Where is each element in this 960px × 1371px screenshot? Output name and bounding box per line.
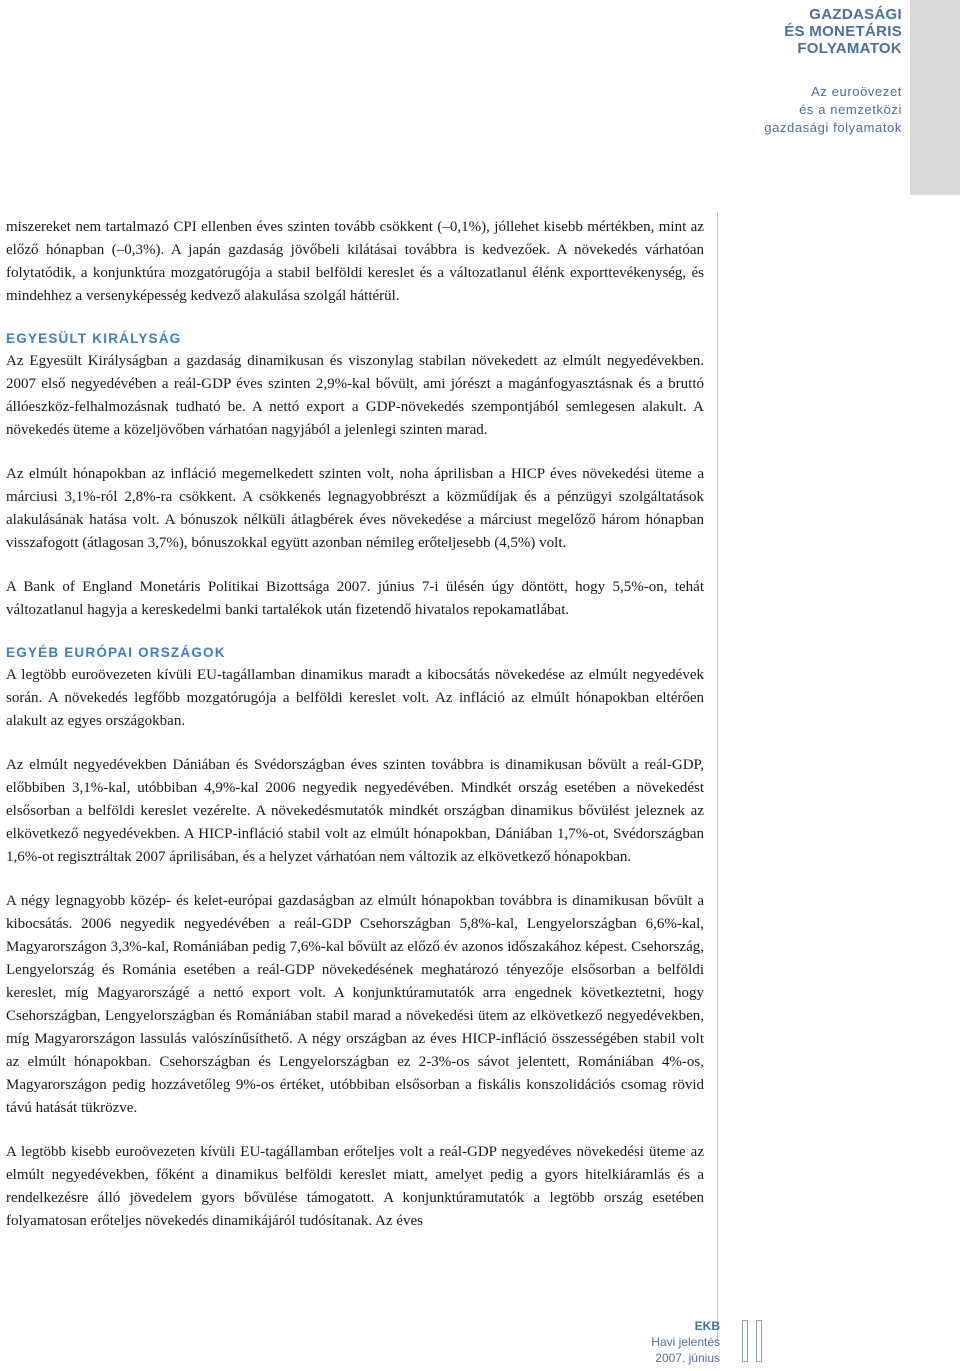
chapter-title — [764, 6, 902, 57]
paragraph: Az elmúlt hónapokban az infláció megemelkedett szinten volt, noha áprilisban a HICP éves növekedési üteme a márciusi 3,1%-ról 2,8%-ra csökkent. A csökkenés legnagyobbrészt a közműdíjak és a pénzügyi szolgáltatások alakulásának hatása volt. A bónuszok nélküli átlagbérek éves növekedése a márciust megelőző három hónapban visszafogott (átlagosan 3,7%), bónuszokkal együtt azonban némileg erőteljesebb (4,5%) volt. — [6, 466, 704, 551]
paragraph: A Bank of England Monetáris Politikai Bizottsága 2007. június 7-i ülésén úgy döntött, hogy 5,5%-on, tehát változatlanul hagyja a kereskedelmi banki tartalékok után fizetendő hivatalos repokamatlábat. — [6, 579, 704, 618]
paragraph: A négy legnagyobb közép- és kelet-európai gazdaságban az elmúlt hónapokban továbbra is dinamikusan bővült a kibocsátás. 2006 negyedik negyedévében a reál-GDP Csehországban 5,8%-kal, Lengyelországban 6,6%-kal, Magyarországon 3,3%-kal, Romániában pedig 7,6%-kal bővült az előző év azonos időszakához képest. Csehország, Lengyelország és Románia esetében a reál-GDP növekedésének meghatározó tényezője elsősorban a belföldi kereslet, míg Magyarországé a nettó export volt. A konjunktúramutatók arra engednek következtetni, hogy Csehországban, Lengyelországban és Romániában stabil marad a növekedési ütem az elkövetkező negyedévekben, míg Magyarországon lassulás valószínűsíthető. A négy országban az éves HICP-infláció összességében stabil volt az elmúlt hónapokban. Csehországban és Lengyelországban ez 2-3%-os sávot jelentett, Romániában 4%-os, Magyarországon pedig hozzávetőleg 9%-os értéket, utóbbiban elsősorban a fiskális konszolidációs csomag rövid távú hatását tükrözve. — [6, 893, 704, 1116]
section-subtitle-line: és a nemzetközi — [799, 102, 902, 117]
chapter-title-line: ÉS MONETÁRIS — [784, 23, 902, 40]
chapter-title-line: GAZDASÁGI — [809, 6, 902, 23]
column-divider — [717, 212, 718, 1342]
main-text-column — [6, 216, 704, 1254]
section-subtitle-line: Az euroövezet — [811, 84, 902, 99]
page-footer — [651, 1318, 720, 1366]
paragraph: A legtöbb euroövezeten kívüli EU-tagállamban dinamikus maradt a kibocsátás növekedése az elmúlt negyedévek során. A növekedés legfőbb mozgatórugója a belföldi kereslet volt. Az infláció az elmúlt hónapokban eltérően alakult az egyes országokban. — [6, 667, 704, 729]
page-number-stroke — [756, 1320, 762, 1362]
page-number-stroke — [742, 1320, 748, 1362]
header-gray-tab — [910, 0, 960, 195]
footer-date: 2007. június — [655, 1351, 720, 1365]
paragraph: A legtöbb kisebb euroövezeten kívüli EU-tagállamban erőteljes volt a reál-GDP negyedéves növekedési üteme az elmúlt negyedévekben, főként a dinamikus belföldi kereslet miatt, amelyet pedig a gyors hitelkiáramlás és a rendelkezésre álló jövedelem gyors bővülése támogatott. A konjunktúramutatók a legtöbb ország esetében folyamatosan erőteljes növekedés dinamikájáról tudósítanak. Az éves — [6, 1144, 704, 1229]
paragraph: miszereket nem tartalmazó CPI ellenben éves szinten tovább csökkent (–0,1%), jóllehet kisebb mértékben, mint az előző hónapban (–0,3%). A japán gazdaság jövőbeli kilátásai továbbra is kedvezőek. A növekedés várhatóan folytatódik, a konjunktúra mozgatórugója a stabil belföldi kereslet és a változatlanul élénk exporttevékenység, és mindehhez a versenyképesség kedvező alakulása szolgál háttérül. — [6, 219, 704, 304]
section-subtitle — [764, 83, 902, 137]
running-header — [764, 6, 902, 137]
chapter-title-line: FOLYAMATOK — [797, 40, 902, 57]
section-subtitle-line: gazdasági folyamatok — [764, 120, 902, 135]
footer-org: EKB — [694, 1319, 720, 1333]
footer-publication: Havi jelentés — [651, 1335, 720, 1349]
section-heading-uk: EGYESÜLT KIRÁLYSÁG — [6, 331, 182, 346]
section-heading-europe: EGYÉB EURÓPAI ORSZÁGOK — [6, 645, 226, 660]
page-number — [738, 1320, 768, 1362]
paragraph: Az elmúlt negyedévekben Dániában és Svédországban éves szinten továbbra is dinamikusan bővült a reál-GDP, előbbiben 3,1%-kal, utóbbiban 4,9%-kal 2006 negyedik negyedévében. Mindkét ország esetében a növekedést elsősorban a belföldi kereslet vezérelte. A növekedésmutatók mindkét országban dinamikus bővülést jeleznek az elkövetkező negyedévekben. A HICP-infláció stabil volt az elmúlt hónapokban, Dániában 1,7%-ot, Svédországban 1,6%-ot regisztráltak 2007 áprilisában, és a helyzet várhatóan nem változik az elkövetkező hónapokban. — [6, 757, 704, 865]
paragraph: Az Egyesült Királyságban a gazdaság dinamikusan és viszonylag stabilan növekedett az elmúlt negyedévekben. 2007 első negyedévében a reál-GDP éves szinten 2,9%-kal bővült, ami jórészt a magánfogyasztásnak és a bruttó állóeszköz-felhalmozásnak tudható be. A nettó export a GDP-növekedés szempontjából semlegesen alakult. A növekedés üteme a közeljövőben várhatóan nagyjából a jelenlegi szinten marad. — [6, 353, 704, 438]
